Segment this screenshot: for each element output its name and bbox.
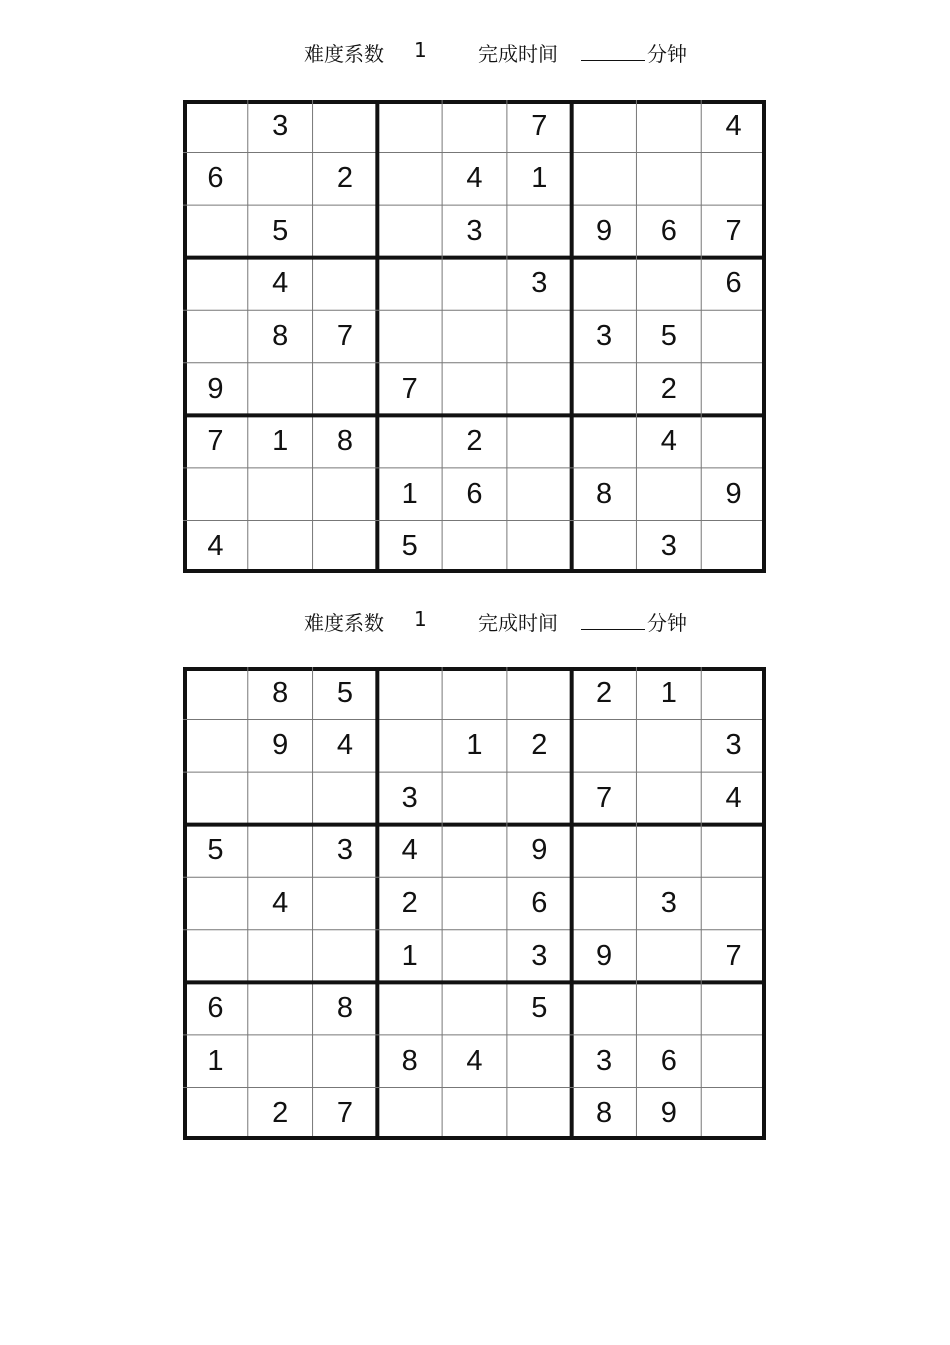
sudoku-grid-2 [183,667,766,1140]
sudoku-cell-r2-c1[interactable] [183,720,248,773]
sudoku-cell-r1-c1[interactable] [183,100,248,153]
sudoku-cell-r7-c7[interactable] [572,982,637,1035]
sudoku-cell-r9-c3: 7 [336,1097,353,1130]
sudoku-cell-r4-c1: 5 [207,834,224,867]
sudoku-cell-r5-c4: 2 [401,886,418,919]
sudoku-cell-r7-c1: 7 [207,425,224,458]
sudoku-cell-r3-c5: 3 [466,214,483,247]
sudoku-cell-r9-c7[interactable] [572,520,637,573]
time-label: 完成时间 [478,611,558,635]
sudoku-cell-r7-c5: 2 [466,425,483,458]
sudoku-cell-r7-c6[interactable] [507,415,572,468]
sudoku-cell-r6-c6: 3 [531,939,548,972]
difficulty-value: 1 [414,38,427,62]
sudoku-cell-r2-c9[interactable] [701,153,766,206]
sudoku-cell-r4-c6: 9 [531,834,548,867]
sudoku-cell-r1-c9[interactable] [701,667,766,720]
sudoku-cell-r4-c2: 4 [272,267,289,300]
sudoku-cell-r9-c9[interactable] [701,520,766,573]
sudoku-cell-r2-c3: 2 [336,162,353,195]
sudoku-cell-r8-c9[interactable] [701,1035,766,1088]
sudoku-cell-r9-c5[interactable] [442,1087,507,1140]
sudoku-cell-r1-c7[interactable] [572,100,637,153]
sudoku-cell-r9-c3[interactable] [313,520,378,573]
sudoku-cell-r8-c3[interactable] [313,1035,378,1088]
sudoku-cell-r3-c1[interactable] [183,772,248,825]
sudoku-cell-r4-c8[interactable] [636,825,701,878]
sudoku-cell-r6-c2[interactable] [248,363,313,416]
sudoku-cell-r4-c2[interactable] [248,825,313,878]
sudoku-cell-r2-c5: 4 [466,162,483,195]
sudoku-cell-r9-c1[interactable] [183,1087,248,1140]
sudoku-cell-r2-c7[interactable] [572,153,637,206]
sudoku-cell-r8-c1: 1 [207,1044,224,1077]
time-label: 完成时间 [478,42,558,66]
sudoku-cell-r3-c7: 7 [595,781,613,814]
sudoku-cell-r5-c2: 8 [272,319,289,352]
sudoku-cell-r8-c8[interactable] [636,468,701,521]
sudoku-cell-r8-c2[interactable] [248,468,313,521]
sudoku-cell-r2-c8[interactable] [636,720,701,773]
sudoku-cell-r4-c8[interactable] [636,258,701,311]
sudoku-cell-r7-c6: 5 [531,992,548,1025]
sudoku-cell-r4-c3: 3 [336,834,353,867]
sudoku-cell-r2-c9: 3 [725,729,742,762]
difficulty-value: 1 [414,607,427,631]
sudoku-cell-r3-c3[interactable] [313,205,378,258]
sudoku-cell-r1-c2: 8 [272,676,289,709]
sudoku-cell-r6-c5[interactable] [442,363,507,416]
sudoku-cell-r5-c9[interactable] [701,310,766,363]
sudoku-grid-1 [183,100,766,573]
minutes-label: 分钟 [647,611,687,635]
sudoku-cell-r7-c1: 6 [207,992,224,1025]
sudoku-cell-r3-c3[interactable] [313,772,378,825]
sudoku-cell-r3-c2[interactable] [248,772,313,825]
sudoku-cell-r1-c2: 3 [272,109,289,142]
sudoku-cell-r5-c7: 3 [595,319,613,352]
sudoku-cell-r7-c9[interactable] [701,415,766,468]
sudoku-cell-r5-c5[interactable] [442,310,507,363]
sudoku-cell-r5-c3[interactable] [313,877,378,930]
sudoku-cell-r3-c4[interactable] [377,205,442,258]
sudoku-cell-r9-c9[interactable] [701,1087,766,1140]
sudoku-cell-r5-c5[interactable] [442,877,507,930]
sudoku-cell-r3-c4: 3 [401,781,418,814]
puzzle-2-header [0,607,950,637]
sudoku-cell-r9-c8: 9 [660,1097,677,1130]
sudoku-cell-r5-c6: 6 [531,886,548,919]
sudoku-cell-r1-c8: 1 [660,676,677,709]
sudoku-cell-r8-c5: 6 [466,477,483,510]
sudoku-cell-r3-c1[interactable] [183,205,248,258]
sudoku-cell-r4-c5[interactable] [442,825,507,878]
sudoku-cell-r4-c5[interactable] [442,258,507,311]
sudoku-cell-r2-c7[interactable] [572,720,637,773]
sudoku-cell-r9-c6[interactable] [507,1087,572,1140]
sudoku-cell-r2-c3: 4 [336,729,353,762]
sudoku-cell-r4-c9: 6 [725,267,742,300]
sudoku-cell-r1-c5[interactable] [442,667,507,720]
sudoku-cell-r8-c9: 9 [725,477,742,510]
sudoku-cell-r1-c6: 7 [531,109,548,142]
sudoku-cell-r5-c6[interactable] [507,310,572,363]
sudoku-cell-r5-c8: 5 [660,319,677,352]
sudoku-cell-r5-c7[interactable] [572,877,637,930]
sudoku-cell-r5-c2: 4 [272,886,289,919]
sudoku-cell-r9-c4: 5 [401,530,418,563]
sudoku-cell-r7-c9[interactable] [701,982,766,1035]
sudoku-cell-r8-c4: 8 [401,1044,418,1077]
puzzle-1-header [0,38,950,68]
sudoku-cell-r6-c9: 7 [725,939,742,972]
sudoku-cell-r1-c5[interactable] [442,100,507,153]
sudoku-cell-r1-c3: 5 [336,676,353,709]
minutes-label: 分钟 [647,42,687,66]
sudoku-cell-r9-c5[interactable] [442,520,507,573]
sudoku-cell-r3-c2: 5 [272,214,289,247]
difficulty-label: 难度系数 [304,611,384,635]
sudoku-cell-r8-c1[interactable] [183,468,248,521]
sudoku-cell-r1-c4[interactable] [377,667,442,720]
sudoku-cell-r6-c8[interactable] [636,930,701,983]
sudoku-cell-r3-c7: 9 [595,214,613,247]
sudoku-cell-r2-c2: 9 [272,729,289,762]
sudoku-cell-r8-c7: 8 [595,477,613,510]
sudoku-cell-r7-c8[interactable] [636,982,701,1035]
sudoku-cell-r6-c1: 9 [207,372,224,405]
sudoku-cell-r4-c1[interactable] [183,258,248,311]
sudoku-cell-r2-c8[interactable] [636,153,701,206]
sudoku-cell-r7-c3: 8 [336,992,353,1025]
sudoku-cell-r7-c8: 4 [660,425,677,458]
sudoku-cell-r8-c5: 4 [466,1044,483,1077]
sudoku-cell-r2-c4[interactable] [377,153,442,206]
sudoku-cell-r3-c6[interactable] [507,205,572,258]
sudoku-cell-r3-c9: 7 [725,214,742,247]
sudoku-cell-r6-c2[interactable] [248,930,313,983]
sudoku-cell-r9-c1: 4 [207,530,224,563]
sudoku-cell-r6-c3[interactable] [313,363,378,416]
time-blank-field[interactable] [581,607,645,630]
sudoku-cell-r3-c8: 6 [660,214,677,247]
sudoku-cell-r5-c3: 7 [336,319,353,352]
sudoku-cell-r6-c4: 1 [401,939,418,972]
sudoku-cell-r3-c6[interactable] [507,772,572,825]
sudoku-cell-r4-c4[interactable] [377,258,442,311]
sudoku-cell-r6-c3[interactable] [313,930,378,983]
sudoku-cell-r3-c8[interactable] [636,772,701,825]
sudoku-cell-r2-c6: 2 [531,729,548,762]
sudoku-cell-r7-c2: 1 [272,425,289,458]
sudoku-cell-r4-c6: 3 [531,267,548,300]
sudoku-cell-r6-c7: 9 [595,939,613,972]
difficulty-label: 难度系数 [304,42,384,66]
sudoku-cell-r1-c9: 4 [725,109,742,142]
sudoku-cell-r2-c2[interactable] [248,153,313,206]
sudoku-cell-r8-c2[interactable] [248,1035,313,1088]
sudoku-cell-r9-c6[interactable] [507,520,572,573]
sudoku-cell-r6-c5[interactable] [442,930,507,983]
sudoku-cell-r8-c8: 6 [660,1044,677,1077]
sudoku-cell-r1-c8[interactable] [636,100,701,153]
sudoku-cell-r2-c5: 1 [466,729,483,762]
sudoku-cell-r8-c6[interactable] [507,1035,572,1088]
sudoku-cell-r6-c4: 7 [401,372,418,405]
sudoku-cell-r6-c6[interactable] [507,363,572,416]
sudoku-cell-r2-c6: 1 [531,162,548,195]
sudoku-cell-r1-c3[interactable] [313,100,378,153]
sudoku-cell-r9-c4[interactable] [377,1087,442,1140]
sudoku-cell-r5-c4[interactable] [377,310,442,363]
sudoku-cell-r1-c1[interactable] [183,667,248,720]
sudoku-cell-r7-c3: 8 [336,425,353,458]
sudoku-cell-r6-c1[interactable] [183,930,248,983]
sudoku-cell-r7-c7[interactable] [572,415,637,468]
sudoku-cell-r7-c2[interactable] [248,982,313,1035]
sudoku-cell-r5-c1[interactable] [183,310,248,363]
sudoku-cell-r5-c9[interactable] [701,877,766,930]
sudoku-cell-r8-c4: 1 [401,477,418,510]
sudoku-cell-r8-c6[interactable] [507,468,572,521]
sudoku-cell-r4-c4: 4 [401,834,418,867]
sudoku-cell-r4-c7[interactable] [572,258,637,311]
sudoku-cell-r5-c8: 3 [660,886,677,919]
sudoku-cell-r3-c9: 4 [725,781,742,814]
sudoku-cell-r6-c7[interactable] [572,363,637,416]
sudoku-cell-r8-c3[interactable] [313,468,378,521]
sudoku-cell-r4-c9[interactable] [701,825,766,878]
sudoku-cell-r9-c7: 8 [595,1097,613,1130]
sudoku-cell-r9-c2[interactable] [248,520,313,573]
sudoku-cell-r9-c2: 2 [272,1097,289,1130]
sudoku-cell-r6-c9[interactable] [701,363,766,416]
sudoku-cell-r4-c3[interactable] [313,258,378,311]
sudoku-cell-r7-c4[interactable] [377,415,442,468]
sudoku-cell-r2-c4[interactable] [377,720,442,773]
sudoku-cell-r3-c5[interactable] [442,772,507,825]
sudoku-cell-r7-c5[interactable] [442,982,507,1035]
sudoku-cell-r9-c8: 3 [660,530,677,563]
sudoku-cell-r7-c4[interactable] [377,982,442,1035]
sudoku-cell-r8-c7: 3 [595,1044,613,1077]
sudoku-cell-r6-c8: 2 [660,372,677,405]
sudoku-cell-r2-c1: 6 [207,162,224,195]
sudoku-cell-r1-c4[interactable] [377,100,442,153]
sudoku-cell-r4-c7[interactable] [572,825,637,878]
sudoku-cell-r5-c1[interactable] [183,877,248,930]
time-blank-field[interactable] [581,38,645,61]
sudoku-cell-r1-c6[interactable] [507,667,572,720]
sudoku-cell-r1-c7: 2 [595,676,613,709]
